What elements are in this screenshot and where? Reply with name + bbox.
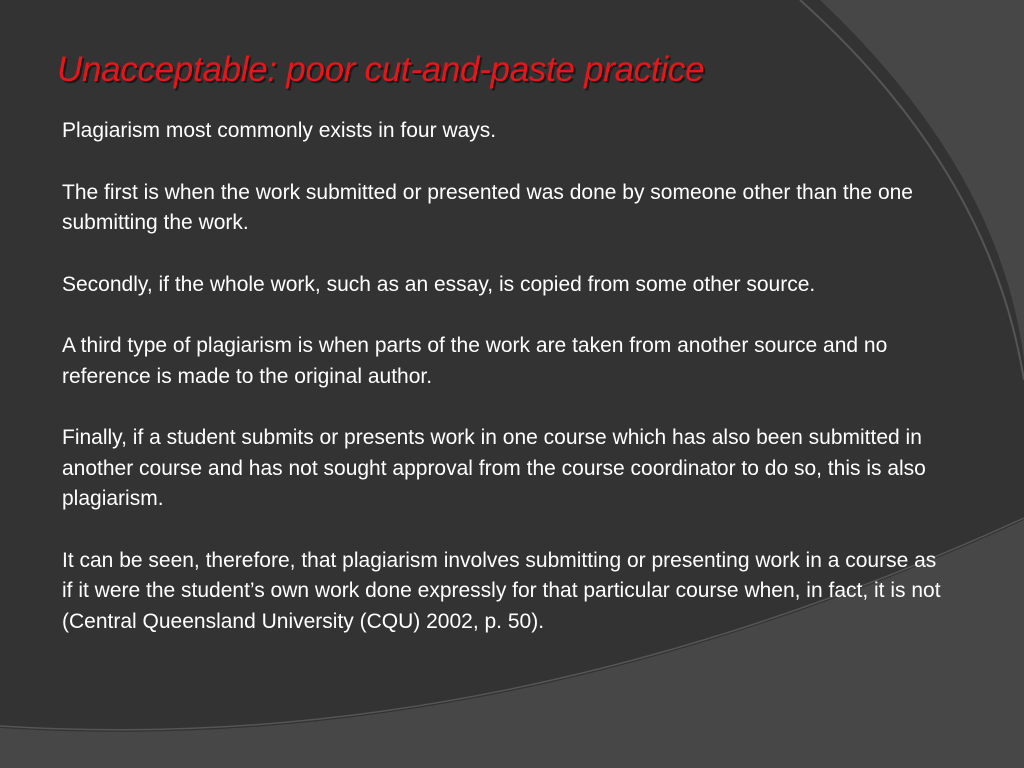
paragraph-conclusion: It can be seen, therefore, that plagiarism involves submitting or presenting work in a course as if it were the student’s own work done expressly for that particular course when, in fact, it is not (Central Queensland University (CQU) 2002, p. 50). <box>62 548 941 633</box>
paragraph-second-way: Secondly, if the whole work, such as an essay, is copied from some other source. <box>62 272 816 296</box>
slide-title: Unacceptable: poor cut-and-paste practice <box>57 50 705 89</box>
paragraph-first-way: The first is when the work submitted or presented was done by someone other than the one submitting the work. <box>62 180 913 234</box>
body-text <box>62 116 952 637</box>
paragraph-third-way: A third type of plagiarism is when parts of the work are taken from another source and no reference is made to the original author. <box>62 334 888 388</box>
paragraph-intro: Plagiarism most commonly exists in four ways. <box>62 119 497 142</box>
paragraph-fourth-way: Finally, if a student submits or presents work in one course which has also been submitted in another course and has not sought approval from the course coordinator to do so, this is also plagiarism. <box>62 426 926 510</box>
